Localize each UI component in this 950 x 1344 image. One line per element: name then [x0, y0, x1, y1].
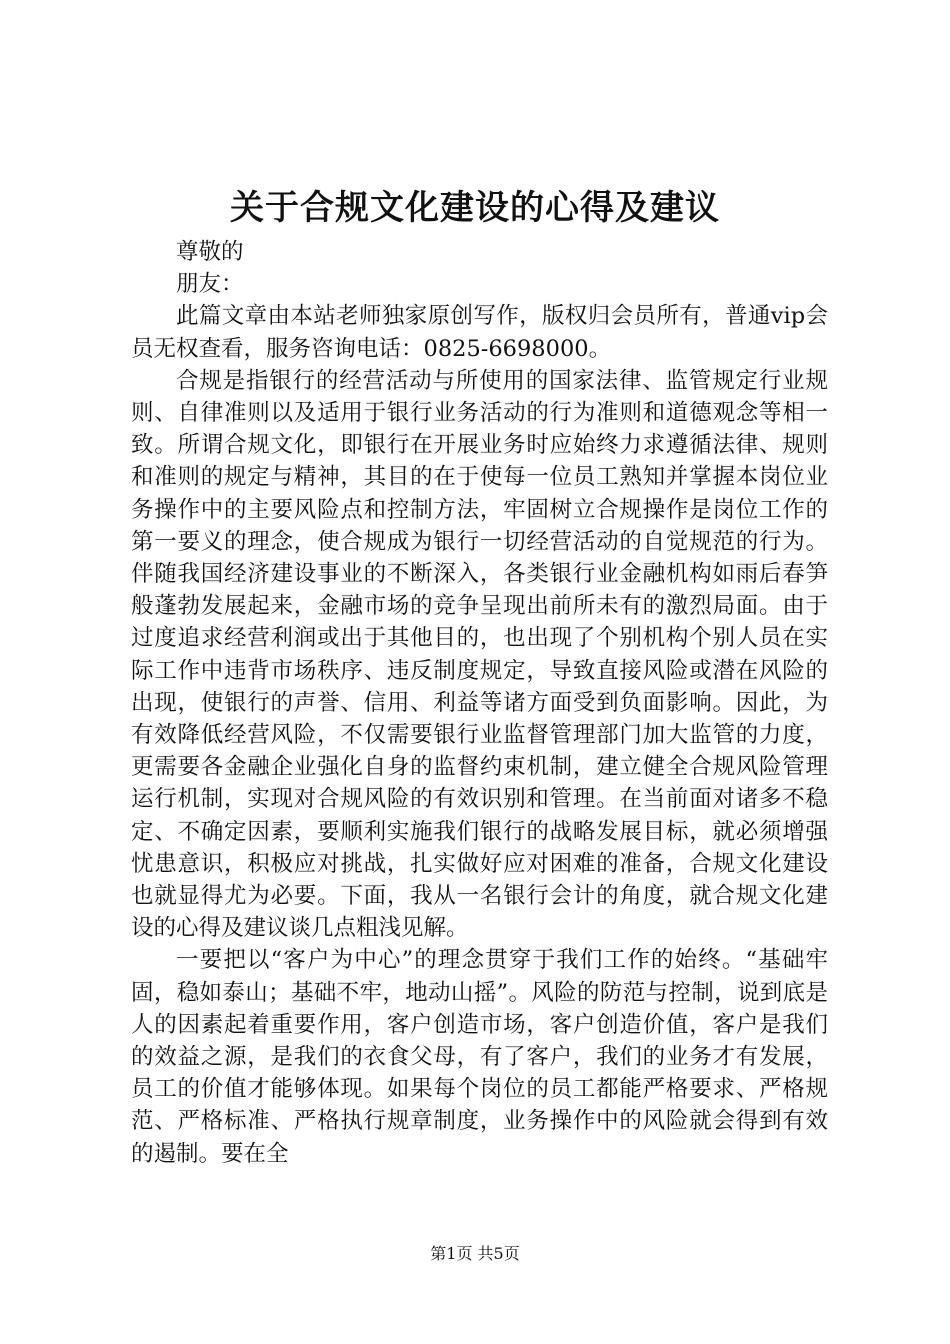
- document-title: 关于合规文化建设的心得及建议: [230, 188, 720, 228]
- document-body: [131, 236, 828, 1170]
- greeting-line: 尊敬的: [176, 239, 244, 265]
- body-paragraph: 合规是指银行的经营活动与所使用的国家法律、监管规定行业规则、自律准则以及适用于银行业务活动的行为准则和道德观念等相一致。所谓合规文化，即银行在开展业务时应始终力求遵循法律、规则和准则的规定与精神，其目的在于使每一位员工熟知并掌握本岗位业务操作中的主要风险点和控制方法，牢固树立合规操作是岗位工作的第一要义的理念，使合规成为银行一切经营活动的自觉规范的行为。伴随我国经济建设事业的不断深入，各类银行业金融机构如雨后春笋般蓬勃发展起来，金融市场的竞争呈现出前所未有的激烈局面。由于过度追求经营利润或出于其他目的，也出现了个别机构个别人员在实际工作中违背市场秩序、违反制度规定，导致直接风险或潜在风险的出现，使银行的声誉、信用、利益等诸方面受到负面影响。因此，为有效降低经营风险，不仅需要银行业监督管理部门加大监管的力度，更需要各金融企业强化自身的监督约束机制，建立健全合规风险管理运行机制，实现对合规风险的有效识别和管理。在当前面对诸多不稳定、不确定因素，要顺利实施我们银行的战略发展目标，就必须增强忧患意识，积极应对挑战，扎实做好应对困难的准备，合规文化建设也就显得尤为必要。下面，我从一名银行会计的角度，就合规文化建设的心得及建议谈几点粗浅见解。: [131, 367, 828, 942]
- page-footer: 第1页 共5页: [430, 1244, 520, 1263]
- greeting-line: 朋友：: [176, 271, 244, 298]
- body-paragraph: 此篇文章由本站老师独家原创写作，版权归会员所有，普通vip会员无权查看，服务咨询电话：0825-6698000。: [131, 303, 828, 362]
- body-paragraph: 一要把以“客户为中心”的理念贯穿于我们工作的始终。“基础牢固，稳如泰山；基础不牢，地动山摇”。风险的防范与控制，说到底是人的因素起着重要作用，客户创造市场，客户创造价值，客户是我们的效益之源，是我们的衣食父母，有了客户，我们的业务才有发展，员工的价值才能够体现。如果每个岗位的员工都能严格要求、严格规范、严格标准、严格执行规章制度，业务操作中的风险就会得到有效的遏制。要在全: [131, 947, 828, 1167]
